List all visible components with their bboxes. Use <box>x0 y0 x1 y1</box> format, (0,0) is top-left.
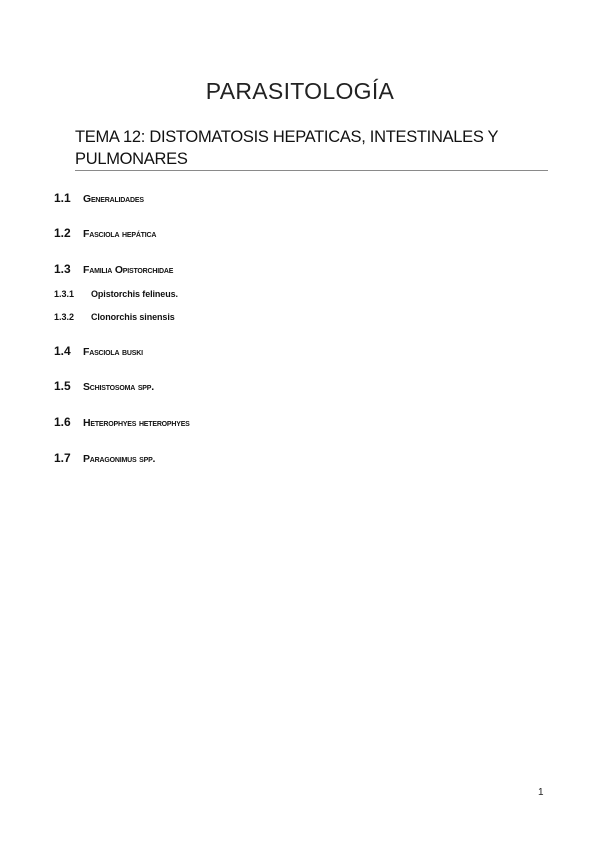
toc-item-text: Heterophyes heterophyes <box>83 417 190 429</box>
chapter-heading: TEMA 12: DISTOMATOSIS HEPATICAS, INTESTINALES Y PULMONARES <box>75 128 498 168</box>
toc-item-fasciola-hepatica <box>54 226 156 240</box>
toc-item-text: Fasciola buski <box>83 346 143 358</box>
toc-item-heterophyes <box>54 415 190 429</box>
page-number: 1 <box>538 787 544 798</box>
toc-item-text: Generalidades <box>83 193 144 205</box>
toc-item-clonorchis-sinensis <box>54 312 175 322</box>
toc-item-familia-opistorchidae <box>54 262 173 276</box>
toc-item-number: 1.7 <box>54 451 71 465</box>
toc-item-text: Clonorchis sinensis <box>91 312 175 322</box>
toc-item-text: Familia Opistorchidae <box>83 264 174 276</box>
toc-item-number: 1.4 <box>54 344 71 358</box>
toc-item-generalidades <box>54 191 144 205</box>
toc-item-number: 1.6 <box>54 415 71 429</box>
toc-item-text: Schistosoma spp. <box>83 381 154 393</box>
toc-item-number: 1.5 <box>54 379 71 393</box>
toc-item-number: 1.1 <box>54 191 71 205</box>
toc-item-number: 1.3 <box>54 262 71 276</box>
toc-item-text: Paragonimus spp. <box>83 453 156 465</box>
toc-item-fasciola-buski <box>54 344 143 358</box>
toc-item-opistorchis-felineus <box>54 289 178 299</box>
toc-item-paragonimus <box>54 451 155 465</box>
toc-item-number: 1.3.1 <box>54 289 75 299</box>
toc-item-number: 1.2 <box>54 226 71 240</box>
toc-item-schistosoma <box>54 379 154 393</box>
toc-item-text: Opistorchis felineus. <box>91 289 178 299</box>
toc-item-text: Fasciola hepática <box>83 228 157 240</box>
document-title: PARASITOLOGÍA <box>205 78 395 104</box>
toc-item-number: 1.3.2 <box>54 312 75 322</box>
heading-underline <box>75 170 548 171</box>
